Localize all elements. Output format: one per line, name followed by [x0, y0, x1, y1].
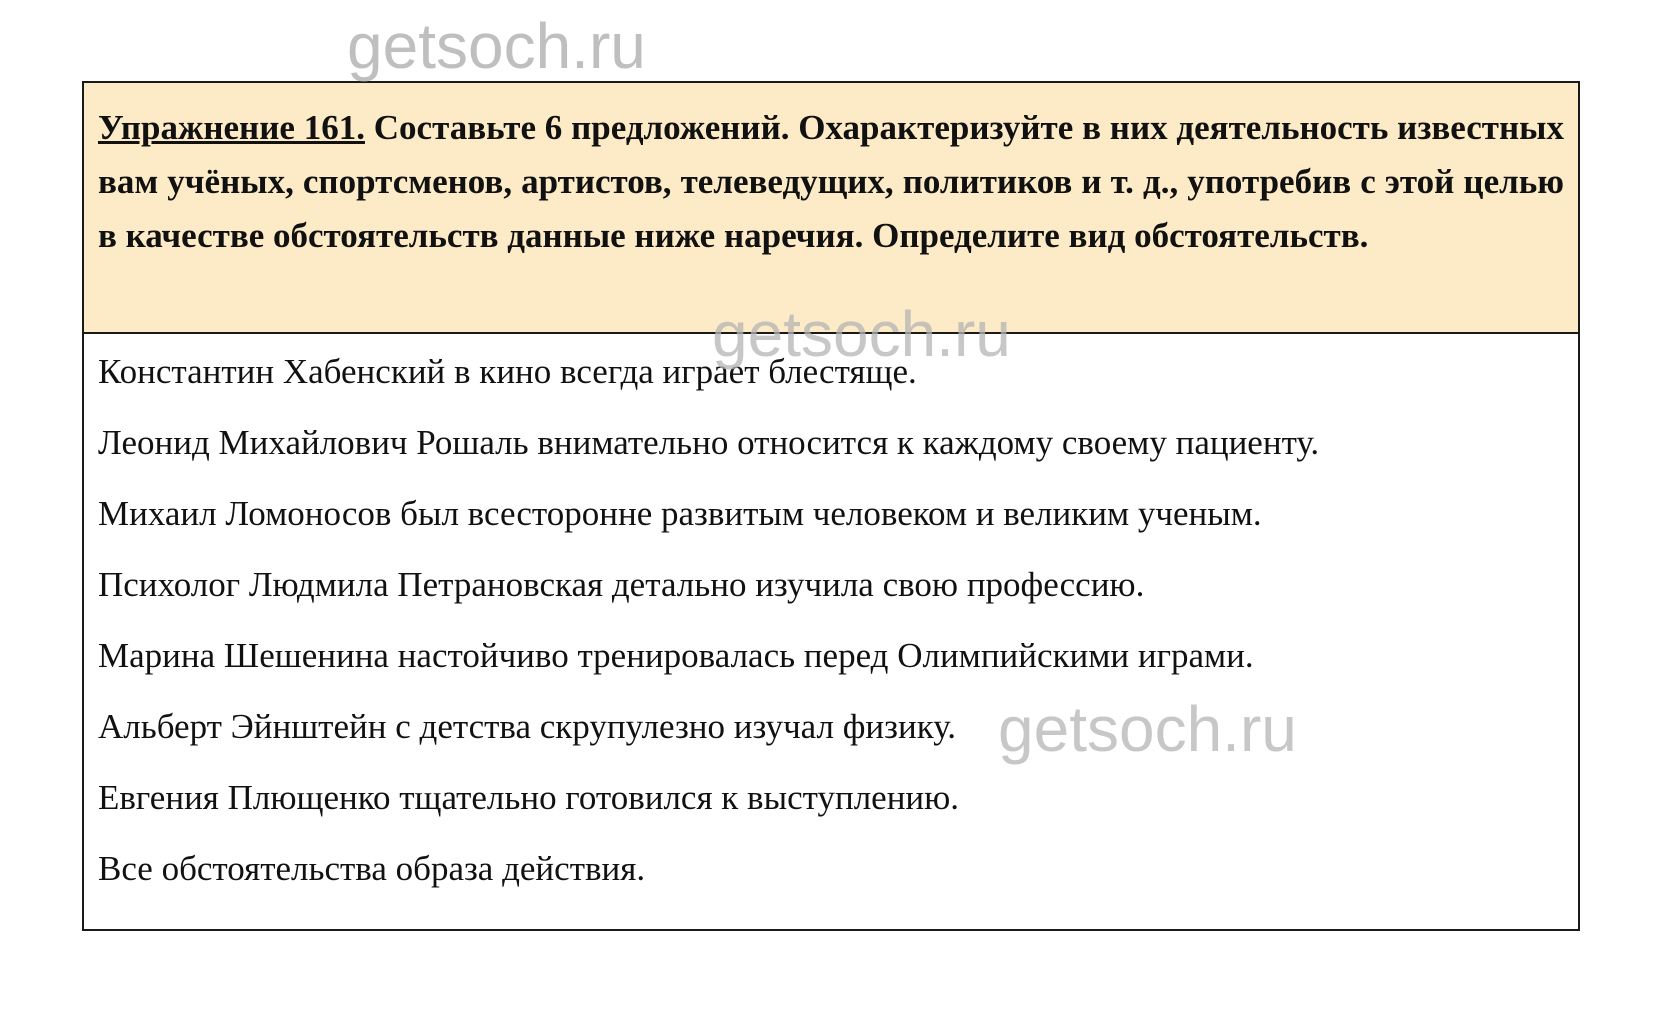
answer-line: Константин Хабенский в кино всегда играет блестяще. [98, 352, 917, 391]
answer-conclusion: Все обстоятельства образа действия. [98, 849, 646, 888]
exercise-box [82, 81, 1580, 931]
exercise-number: Упражнение 161. [98, 108, 365, 147]
task-panel [84, 83, 1578, 334]
answers-list [84, 334, 1578, 889]
answer-line: Альберт Эйнштейн с детства скрупулезно изучал физику. [98, 707, 956, 746]
answer-line: Леонид Михайлович Рошаль внимательно относится к каждому своему пациенту. [98, 423, 1320, 462]
watermark-top: getsoch.ru [347, 10, 646, 82]
answer-line: Марина Шешенина настойчиво тренировалась перед Олимпийскими играми. [98, 636, 1254, 675]
answer-line: Евгения Плющенко тщательно готовился к выступлению. [98, 778, 960, 817]
watermark-middle: getsoch.ru [712, 298, 1011, 370]
watermark-lower: getsoch.ru [998, 693, 1297, 765]
answer-line: Михаил Ломоносов был всесторонне развитым человеком и великим ученым. [98, 494, 1262, 533]
task-text: Составьте 6 предложений. Охарактеризуйте в них деятельность известных вам учёных, спортсменов, артистов, телеведущих, политиков и т. д., употребив с этой целью в качестве обстоятельств данные ниже наречия. Определите вид обстоятельств. [98, 108, 1564, 255]
answer-line: Психолог Людмила Петрановская детально изучила свою профессию. [98, 565, 1145, 604]
